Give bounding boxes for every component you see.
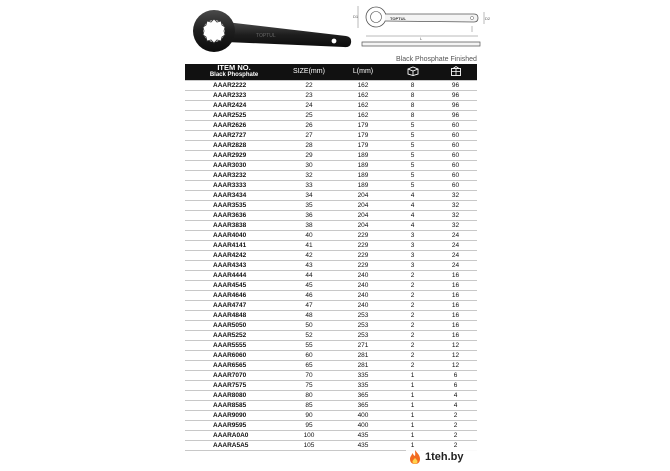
watermark-text: 1teh.by	[425, 451, 464, 463]
length-cell: 240	[335, 300, 391, 310]
inner-pack-cell: 8	[391, 80, 434, 90]
item-no-cell: AAAR2424	[185, 100, 283, 110]
carton-cell: 24	[434, 250, 477, 260]
item-no-cell: AAAR7070	[185, 370, 283, 380]
table-row	[185, 150, 477, 160]
length-cell: 162	[335, 80, 391, 90]
length-cell: 281	[335, 350, 391, 360]
length-cell: 204	[335, 220, 391, 230]
item-no-cell: AAAR2929	[185, 150, 283, 160]
header-length: L(mm)	[335, 64, 391, 80]
length-cell: 253	[335, 320, 391, 330]
length-cell: 253	[335, 330, 391, 340]
carton-cell: 96	[434, 90, 477, 100]
inner-pack-cell: 3	[391, 250, 434, 260]
carton-cell: 16	[434, 270, 477, 280]
carton-cell: 96	[434, 100, 477, 110]
length-cell: 281	[335, 360, 391, 370]
inner-pack-cell: 1	[391, 430, 434, 440]
inner-pack-cell: 2	[391, 270, 434, 280]
length-cell: 229	[335, 260, 391, 270]
size-cell: 24	[283, 100, 335, 110]
size-cell: 30	[283, 160, 335, 170]
inner-pack-cell: 8	[391, 110, 434, 120]
size-cell: 65	[283, 360, 335, 370]
size-cell: 33	[283, 180, 335, 190]
inner-pack-cell: 5	[391, 170, 434, 180]
size-cell: 46	[283, 290, 335, 300]
length-cell: 179	[335, 130, 391, 140]
item-no-cell: AAAR8585	[185, 400, 283, 410]
header-item-sub-label: Black Phosphate	[209, 72, 259, 79]
size-cell: 22	[283, 80, 335, 90]
length-cell: 435	[335, 440, 391, 450]
item-no-cell: AAARA0A0	[185, 430, 283, 440]
item-no-cell: AAAR4040	[185, 230, 283, 240]
length-cell: 189	[335, 150, 391, 160]
carton-cell: 60	[434, 140, 477, 150]
item-no-cell: AAAR4545	[185, 280, 283, 290]
size-cell: 25	[283, 110, 335, 120]
length-cell: 240	[335, 290, 391, 300]
inner-pack-cell: 4	[391, 210, 434, 220]
length-cell: 253	[335, 310, 391, 320]
svg-text:TOPTUL: TOPTUL	[256, 33, 276, 39]
item-no-cell: AAAR2727	[185, 130, 283, 140]
dimension-diagram	[352, 2, 492, 52]
length-cell: 229	[335, 250, 391, 260]
size-cell: 27	[283, 130, 335, 140]
table-row	[185, 130, 477, 140]
item-no-cell: AAAR6565	[185, 360, 283, 370]
size-cell: 85	[283, 400, 335, 410]
header-inner-pack	[391, 64, 434, 80]
item-no-cell: AAAR4646	[185, 290, 283, 300]
table-row	[185, 310, 477, 320]
item-no-cell: AAAR2222	[185, 80, 283, 90]
table-row	[185, 90, 477, 100]
carton-cell: 16	[434, 330, 477, 340]
size-cell: 38	[283, 220, 335, 230]
carton-cell: 16	[434, 310, 477, 320]
length-cell: 189	[335, 170, 391, 180]
carton-cell: 24	[434, 230, 477, 240]
carton-cell: 6	[434, 370, 477, 380]
table-row	[185, 270, 477, 280]
size-cell: 42	[283, 250, 335, 260]
length-cell: 204	[335, 200, 391, 210]
carton-cell: 24	[434, 240, 477, 250]
size-cell: 95	[283, 420, 335, 430]
carton-cell: 24	[434, 260, 477, 270]
table-row	[185, 250, 477, 260]
length-cell: 179	[335, 120, 391, 130]
size-cell: 44	[283, 270, 335, 280]
inner-pack-cell: 3	[391, 230, 434, 240]
size-cell: 50	[283, 320, 335, 330]
length-cell: 435	[335, 430, 391, 440]
item-no-cell: AAAR3232	[185, 170, 283, 180]
inner-pack-cell: 5	[391, 150, 434, 160]
size-cell: 70	[283, 370, 335, 380]
table-header-row	[185, 64, 477, 80]
table-row	[185, 300, 477, 310]
table-row	[185, 370, 477, 380]
carton-cell: 16	[434, 280, 477, 290]
diagram-brand: TOPTUL	[390, 16, 406, 21]
length-cell: 400	[335, 420, 391, 430]
size-cell: 28	[283, 140, 335, 150]
size-cell: 75	[283, 380, 335, 390]
spec-table	[185, 64, 477, 451]
length-cell: 240	[335, 270, 391, 280]
carton-cell: 60	[434, 160, 477, 170]
table-row	[185, 120, 477, 130]
carton-cell: 60	[434, 170, 477, 180]
site-watermark	[406, 448, 482, 466]
size-cell: 60	[283, 350, 335, 360]
table-row	[185, 400, 477, 410]
table-row	[185, 200, 477, 210]
inner-pack-cell: 5	[391, 140, 434, 150]
carton-cell: 12	[434, 360, 477, 370]
length-cell: 271	[335, 340, 391, 350]
header-carton	[434, 64, 477, 80]
diagram-d2: D2	[485, 16, 491, 21]
fire-icon	[408, 449, 422, 465]
carton-cell: 2	[434, 420, 477, 430]
item-no-cell: AAAR4242	[185, 250, 283, 260]
size-cell: 45	[283, 280, 335, 290]
size-cell: 34	[283, 190, 335, 200]
header-item-no	[185, 64, 283, 80]
carton-cell: 12	[434, 350, 477, 360]
carton-cell: 12	[434, 340, 477, 350]
size-cell: 105	[283, 440, 335, 450]
carton-cell: 60	[434, 180, 477, 190]
length-cell: 189	[335, 160, 391, 170]
item-no-cell: AAAR5252	[185, 330, 283, 340]
size-cell: 23	[283, 90, 335, 100]
carton-cell: 4	[434, 390, 477, 400]
length-cell: 204	[335, 190, 391, 200]
table-row	[185, 190, 477, 200]
length-cell: 204	[335, 210, 391, 220]
inner-pack-cell: 1	[391, 410, 434, 420]
inner-pack-cell: 2	[391, 330, 434, 340]
item-no-cell: AAAR2828	[185, 140, 283, 150]
inner-pack-cell: 3	[391, 260, 434, 270]
table-row	[185, 390, 477, 400]
carton-cell: 32	[434, 200, 477, 210]
inner-pack-cell: 2	[391, 280, 434, 290]
item-no-cell: AAAR3636	[185, 210, 283, 220]
table-row	[185, 160, 477, 170]
item-no-cell: AAAR2323	[185, 90, 283, 100]
carton-cell: 16	[434, 300, 477, 310]
item-no-cell: AAAR4444	[185, 270, 283, 280]
inner-pack-cell: 2	[391, 320, 434, 330]
size-cell: 32	[283, 170, 335, 180]
size-cell: 36	[283, 210, 335, 220]
table-row	[185, 80, 477, 90]
carton-cell: 32	[434, 210, 477, 220]
inner-pack-cell: 2	[391, 350, 434, 360]
item-no-cell: AAAR4848	[185, 310, 283, 320]
length-cell: 365	[335, 390, 391, 400]
size-cell: 43	[283, 260, 335, 270]
item-no-cell: AAARA5A5	[185, 440, 283, 450]
carton-cell: 16	[434, 290, 477, 300]
size-cell: 52	[283, 330, 335, 340]
finish-note: Black Phosphate Finished	[396, 56, 477, 63]
table-row	[185, 180, 477, 190]
length-cell: 400	[335, 410, 391, 420]
carton-cell: 2	[434, 410, 477, 420]
table-row	[185, 340, 477, 350]
table-row	[185, 230, 477, 240]
item-no-cell: AAAR5555	[185, 340, 283, 350]
size-cell: 80	[283, 390, 335, 400]
carton-cell: 2	[434, 440, 477, 450]
item-no-cell: AAAR9595	[185, 420, 283, 430]
table-row	[185, 280, 477, 290]
inner-pack-cell: 5	[391, 130, 434, 140]
table-row	[185, 410, 477, 420]
inner-pack-cell: 8	[391, 100, 434, 110]
inner-pack-cell: 2	[391, 300, 434, 310]
header-size: SIZE(mm)	[283, 64, 335, 80]
carton-cell: 60	[434, 130, 477, 140]
table-row	[185, 330, 477, 340]
table-row	[185, 170, 477, 180]
table-row	[185, 380, 477, 390]
inner-pack-cell: 1	[391, 390, 434, 400]
wrench-photo	[186, 10, 352, 58]
inner-pack-cell: 2	[391, 290, 434, 300]
length-cell: 335	[335, 380, 391, 390]
table-row	[185, 360, 477, 370]
length-cell: 335	[335, 370, 391, 380]
table-row	[185, 350, 477, 360]
size-cell: 41	[283, 240, 335, 250]
table-row	[185, 430, 477, 440]
item-no-cell: AAAR5050	[185, 320, 283, 330]
inner-pack-cell: 1	[391, 400, 434, 410]
carton-cell: 96	[434, 80, 477, 90]
inner-pack-cell: 1	[391, 420, 434, 430]
carton-cell: 32	[434, 190, 477, 200]
item-no-cell: AAAR6060	[185, 350, 283, 360]
table-row	[185, 100, 477, 110]
size-cell: 29	[283, 150, 335, 160]
item-no-cell: AAAR3838	[185, 220, 283, 230]
item-no-cell: AAAR7575	[185, 380, 283, 390]
size-cell: 35	[283, 200, 335, 210]
carton-cell: 4	[434, 400, 477, 410]
length-cell: 162	[335, 90, 391, 100]
item-no-cell: AAAR4343	[185, 260, 283, 270]
inner-pack-cell: 4	[391, 200, 434, 210]
length-cell: 365	[335, 400, 391, 410]
length-cell: 179	[335, 140, 391, 150]
inner-pack-cell: 1	[391, 370, 434, 380]
diagram-d1: D1	[353, 14, 359, 19]
table-row	[185, 290, 477, 300]
table-row	[185, 110, 477, 120]
item-no-cell: AAAR8080	[185, 390, 283, 400]
box-icon	[407, 66, 419, 76]
size-cell: 55	[283, 340, 335, 350]
inner-pack-cell: 5	[391, 120, 434, 130]
carton-cell: 2	[434, 430, 477, 440]
inner-pack-cell: 4	[391, 220, 434, 230]
length-cell: 189	[335, 180, 391, 190]
item-no-cell: AAAR2525	[185, 110, 283, 120]
size-cell: 100	[283, 430, 335, 440]
size-cell: 26	[283, 120, 335, 130]
inner-pack-cell: 2	[391, 340, 434, 350]
table-row	[185, 220, 477, 230]
length-cell: 162	[335, 100, 391, 110]
inner-pack-cell: 8	[391, 90, 434, 100]
carton-cell: 6	[434, 380, 477, 390]
size-cell: 48	[283, 310, 335, 320]
inner-pack-cell: 2	[391, 360, 434, 370]
length-cell: 240	[335, 280, 391, 290]
carton-cell: 32	[434, 220, 477, 230]
item-no-cell: AAAR4747	[185, 300, 283, 310]
inner-pack-cell: 1	[391, 380, 434, 390]
size-cell: 40	[283, 230, 335, 240]
size-cell: 90	[283, 410, 335, 420]
table-row	[185, 140, 477, 150]
carton-cell: 60	[434, 150, 477, 160]
item-no-cell: AAAR3535	[185, 200, 283, 210]
item-no-cell: AAAR4141	[185, 240, 283, 250]
carton-cell: 60	[434, 120, 477, 130]
inner-pack-cell: 2	[391, 310, 434, 320]
item-no-cell: AAAR3333	[185, 180, 283, 190]
table-row	[185, 260, 477, 270]
header-item-no-label: ITEM NO.	[217, 63, 251, 73]
inner-pack-cell: 5	[391, 180, 434, 190]
table-row	[185, 240, 477, 250]
item-no-cell: AAAR9090	[185, 410, 283, 420]
inner-pack-cell: 4	[391, 190, 434, 200]
item-no-cell: AAAR3030	[185, 160, 283, 170]
length-cell: 229	[335, 230, 391, 240]
size-cell: 47	[283, 300, 335, 310]
item-no-cell: AAAR2626	[185, 120, 283, 130]
inner-pack-cell: 3	[391, 240, 434, 250]
carton-cell: 16	[434, 320, 477, 330]
carton-icon	[450, 66, 462, 76]
length-cell: 162	[335, 110, 391, 120]
table-row	[185, 320, 477, 330]
inner-pack-cell: 1	[391, 440, 434, 450]
item-no-cell: AAAR3434	[185, 190, 283, 200]
carton-cell: 96	[434, 110, 477, 120]
length-cell: 229	[335, 240, 391, 250]
inner-pack-cell: 5	[391, 160, 434, 170]
table-row	[185, 210, 477, 220]
diagram-l: L	[420, 36, 423, 41]
table-row	[185, 420, 477, 430]
